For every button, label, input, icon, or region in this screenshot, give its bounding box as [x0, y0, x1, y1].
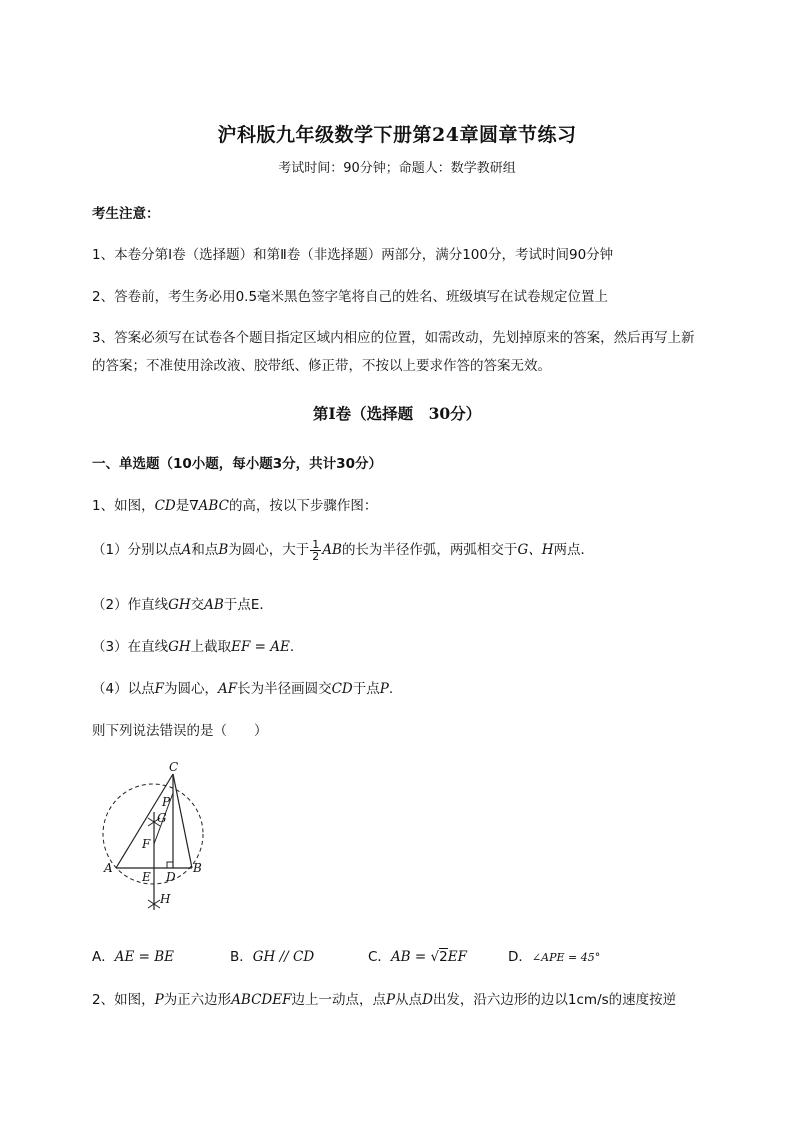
- q1-geometry-figure: [98, 760, 218, 920]
- label-g: G: [157, 811, 167, 825]
- right-angle-mark: [167, 862, 173, 868]
- exam-info: 考试时间：90分钟；命题人：数学教研组: [278, 161, 516, 176]
- label-a: A: [104, 861, 113, 875]
- notice-item-2: 2、答卷前，考生务必用0.5毫米黑色签字笔将自己的姓名、班级填写在试卷规定位置上: [92, 289, 609, 305]
- q1-step-3: （3）在直线GH上截取EF = AE．: [92, 639, 304, 655]
- notice-item-1: 1、本卷分第I卷（选择题）和第Ⅱ卷（非选择题）两部分，满分100分，考试时间90分钟: [92, 247, 614, 263]
- label-p: P: [162, 795, 171, 809]
- page-title: 沪科版九年级数学下册第24章圆章节练习: [217, 124, 577, 146]
- q1-stem: 1、如图，CD是∇ABC的高，按以下步骤作图：: [92, 498, 378, 514]
- q1-step-2: （2）作直线GH交AB于点E．: [92, 597, 273, 613]
- notice-item-3-cont: 的答案；不准使用涂改液、胶带纸、修正带，不按以上要求作答的答案无效。: [92, 358, 551, 374]
- section-title: 第I卷（选择题 30分）: [312, 404, 482, 423]
- label-d: D: [166, 870, 176, 884]
- label-f: F: [142, 837, 151, 851]
- label-b: B: [193, 861, 202, 875]
- label-e: E: [142, 870, 151, 884]
- q1-step-1: （1）分别以点A和点B为圆心，大于 $\frac{1}{2}$ AB的长为半径作弧，两弧相交于G、H两点．: [92, 537, 594, 563]
- option-a[interactable]: A．AE = BE: [92, 949, 175, 965]
- label-h: H: [160, 892, 171, 906]
- part-heading: 一、单选题（10小题，每小题3分，共计30分）: [92, 456, 382, 472]
- q1-step-4: （4）以点F为圆心，AF长为半径画圆交CD于点P.: [92, 681, 394, 697]
- sqrt-sign: √: [430, 949, 440, 965]
- option-d[interactable]: D．∠APE = 45°: [508, 949, 601, 965]
- dashed-circle: [103, 784, 203, 884]
- option-c[interactable]: C．AB = √2EF: [368, 949, 467, 965]
- option-b[interactable]: B．GH // CD: [230, 949, 315, 965]
- fraction-half: $\frac{1}{2}$: [312, 537, 320, 563]
- notice-item-3: 3、答案必须写在试卷各个题目指定区域内相应的位置，如需改动，先划掉原来的答案，然后再写上新: [92, 330, 695, 346]
- label-c: C: [169, 760, 179, 774]
- segment-cb: [173, 774, 192, 868]
- q1-prompt: 则下列说法错误的是（ ）: [92, 723, 268, 739]
- notice-heading: 考生注意：: [92, 206, 160, 222]
- q2-stem: 2、如图，P为正六边形ABCDEF边上一动点，点P从点D出发，沿六边形的边以1cm/s的速度按逆: [92, 992, 677, 1008]
